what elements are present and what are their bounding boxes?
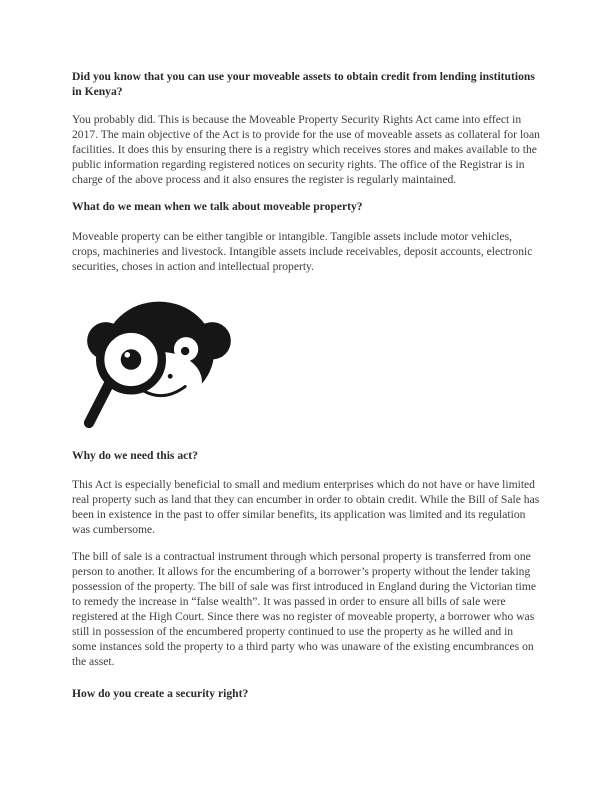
paragraph-bill-of-sale-history: The bill of sale is a contractual instrument through which personal property is transferred from one person to another. It allows for the encumbering of a borrower’s property without the lender taking possession of the property. The bill of sale was first introduced in England during the Victorian time to remedy the increase in “false wealth”. It was passed in order to ensure all bills of sale were registered at the High Court. Since there was no register of moveable property, a borrower who was still in possession of the encumbered property continued to use the property as he willed and in some instances sold the property to a third party who was unaware of the existing encumbrances on the asset.: [72, 550, 537, 668]
paragraph-act-benefits: This Act is especially beneficial to small and medium enterprises which do not have or have limited real property such as land that they can encumber in order to obtain credit. While the Bill of Sale has been in existence in the past to offer similar benefits, its application was limited and its regulation was cumbersome.: [72, 478, 540, 536]
paragraph-property-types: Moveable property can be either tangible or intangible. Tangible assets include motor vehicles, crops, machineries and livestock. Intangible assets include receivables, deposit accounts, electronic securities, choses in action and intellectual property.: [72, 230, 533, 273]
heading-create-security-right: How do you create a security right?: [72, 687, 249, 700]
heading-moveable-assets-credit: Did you know that you can use your moveable assets to obtain credit from lending institutions in Kenya?: [72, 70, 535, 98]
monkey-magnifier-image: [84, 296, 234, 436]
monkey-magnifier-illustration: [84, 296, 234, 436]
heading-moveable-property-definition: What do we mean when we talk about moveable property?: [72, 200, 363, 213]
heading-why-need-act: Why do we need this act?: [72, 449, 198, 462]
paragraph-act-overview: You probably did. This is because the Moveable Property Security Rights Act came into effect in 2017. The main objective of the Act is to provide for the use of moveable assets as collateral for loan facilities. It does this by ensuring there is a registry which receives stores and makes available to the public information regarding registered notices on security rights. The office of the Registrar is in charge of the above process and it also ensures the register is regularly maintained.: [72, 113, 540, 186]
